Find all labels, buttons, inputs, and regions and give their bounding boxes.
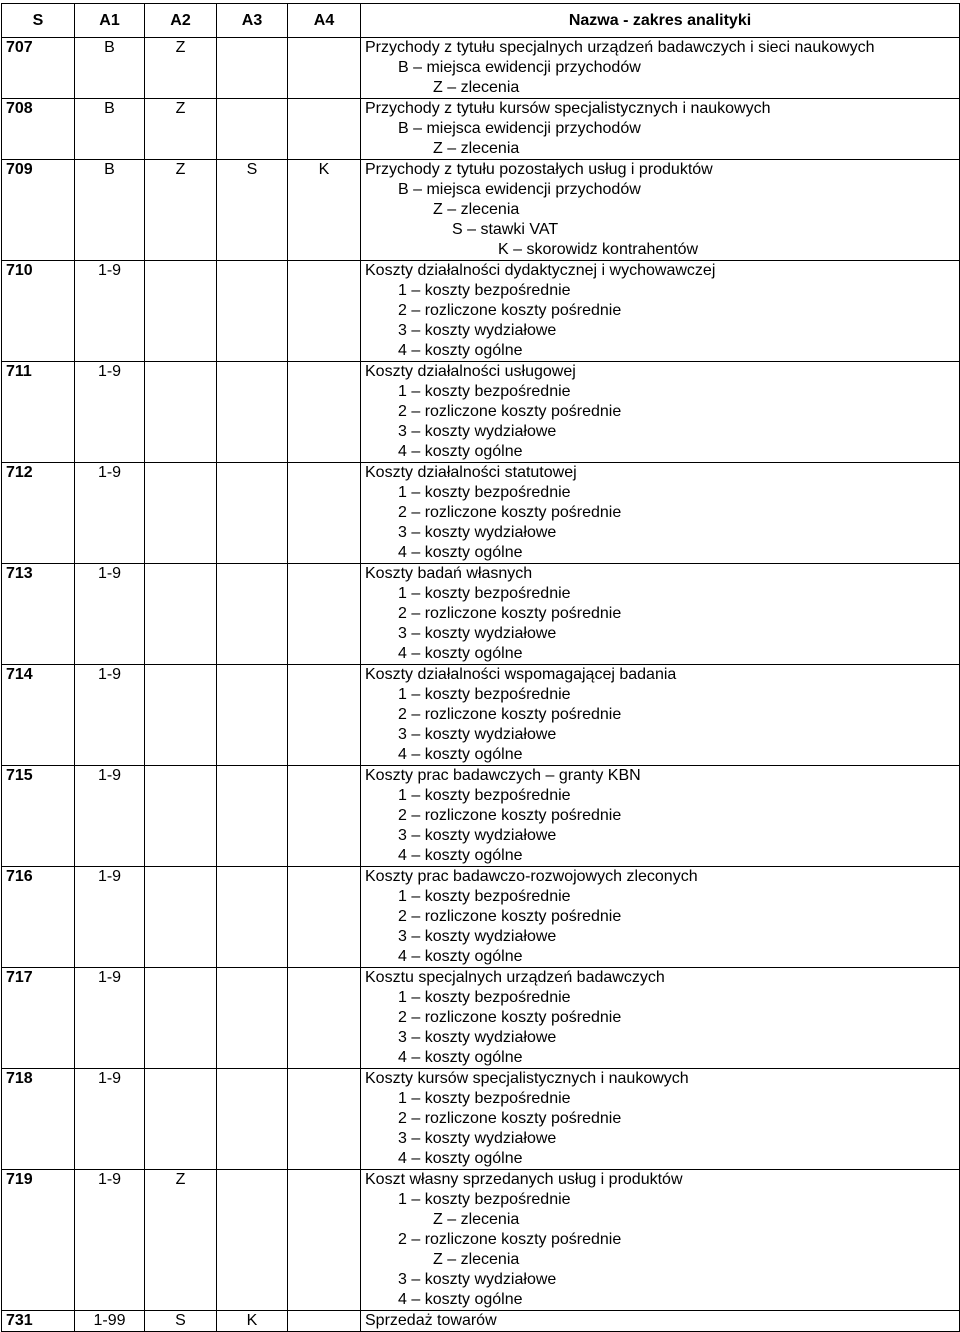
cell-s: 710 [2, 261, 75, 362]
cell-s: 708 [2, 99, 75, 160]
cell-a4 [288, 362, 361, 463]
table-row [2, 665, 960, 766]
cell-s: 731 [2, 1311, 75, 1332]
cell-name [361, 564, 960, 665]
cell-a4 [288, 463, 361, 564]
cell-a1: 1-9 [75, 564, 145, 665]
analytic-item: S – stawki VAT [452, 221, 559, 238]
analytic-item: Z – zlecenia [433, 1211, 520, 1228]
analytic-item: 1 – koszty bezpośrednie [398, 282, 571, 299]
table-row [2, 1311, 960, 1332]
cell-s: 707 [2, 38, 75, 99]
cell-s: 715 [2, 766, 75, 867]
cell-a4 [288, 766, 361, 867]
account-title: Przychody z tytułu kursów specjalistycznych i naukowych [365, 100, 771, 117]
analytic-item: 1 – koszty bezpośrednie [398, 1090, 571, 1107]
analytic-item: 1 – koszty bezpośrednie [398, 1191, 571, 1208]
cell-a2: Z [145, 160, 217, 261]
table-row [2, 362, 960, 463]
account-title: Koszt własny sprzedanych usług i produktów [365, 1171, 683, 1188]
table-row [2, 160, 960, 261]
cell-a3 [217, 867, 288, 968]
cell-name [361, 99, 960, 160]
analytic-item: 3 – koszty wydziałowe [398, 827, 557, 844]
account-title: Koszty działalności usługowej [365, 363, 576, 380]
account-title: Przychody z tytułu specjalnych urządzeń badawczych i sieci naukowych [365, 39, 875, 56]
cell-a4 [288, 99, 361, 160]
cell-a4 [288, 665, 361, 766]
cell-a3 [217, 665, 288, 766]
cell-s: 717 [2, 968, 75, 1069]
cell-a2 [145, 766, 217, 867]
cell-s: 714 [2, 665, 75, 766]
cell-s: 711 [2, 362, 75, 463]
table-row [2, 867, 960, 968]
analytic-item: 3 – koszty wydziałowe [398, 423, 557, 440]
header-s: S [2, 4, 75, 38]
account-title: Koszty prac badawczych – granty KBN [365, 767, 641, 784]
cell-a4 [288, 968, 361, 1069]
cell-s: 718 [2, 1069, 75, 1170]
analytic-item: 1 – koszty bezpośrednie [398, 989, 571, 1006]
table-row [2, 99, 960, 160]
cell-a2: Z [145, 99, 217, 160]
analytic-item: 2 – rozliczone koszty pośrednie [398, 504, 622, 521]
cell-a4 [288, 261, 361, 362]
analytic-item: Z – zlecenia [433, 140, 520, 157]
account-title: Przychody z tytułu pozostałych usług i produktów [365, 161, 713, 178]
analytic-item: 1 – koszty bezpośrednie [398, 484, 571, 501]
analytic-item: B – miejsca ewidencji przychodów [398, 59, 641, 76]
cell-name [361, 867, 960, 968]
analytic-item: 3 – koszty wydziałowe [398, 726, 557, 743]
account-title: Koszty działalności statutowej [365, 464, 577, 481]
cell-s: 716 [2, 867, 75, 968]
header-a4: A4 [288, 4, 361, 38]
cell-a3: K [217, 1311, 288, 1332]
analytic-item: 2 – rozliczone koszty pośrednie [398, 605, 622, 622]
cell-a1: 1-9 [75, 1069, 145, 1170]
cell-a4 [288, 564, 361, 665]
analytic-item: 4 – koszty ogólne [398, 1049, 523, 1066]
cell-a1: B [75, 160, 145, 261]
cell-a4 [288, 1311, 361, 1332]
cell-a2 [145, 867, 217, 968]
analytic-item: 2 – rozliczone koszty pośrednie [398, 1231, 622, 1248]
cell-a2 [145, 261, 217, 362]
analytic-item: 4 – koszty ogólne [398, 645, 523, 662]
cell-a1: 1-9 [75, 867, 145, 968]
cell-a2: Z [145, 1170, 217, 1311]
table-body [2, 38, 960, 1332]
analytic-item: 1 – koszty bezpośrednie [398, 787, 571, 804]
cell-name [361, 766, 960, 867]
analytic-item: 1 – koszty bezpośrednie [398, 686, 571, 703]
cell-a4 [288, 38, 361, 99]
cell-a3 [217, 99, 288, 160]
account-title: Koszty kursów specjalistycznych i naukowych [365, 1070, 689, 1087]
cell-a2: Z [145, 38, 217, 99]
analytic-item: 3 – koszty wydziałowe [398, 928, 557, 945]
cell-a1: B [75, 99, 145, 160]
cell-a3 [217, 968, 288, 1069]
cell-a1: B [75, 38, 145, 99]
cell-a1: 1-9 [75, 362, 145, 463]
cell-a4 [288, 1069, 361, 1170]
account-title: Kosztu specjalnych urządzeń badawczych [365, 969, 665, 986]
cell-name [361, 1069, 960, 1170]
cell-name [361, 38, 960, 99]
cell-a3 [217, 362, 288, 463]
cell-a1: 1-9 [75, 665, 145, 766]
cell-name [361, 1311, 960, 1332]
cell-a4 [288, 1170, 361, 1311]
table-row [2, 968, 960, 1069]
analytic-item: 4 – koszty ogólne [398, 948, 523, 965]
cell-a1: 1-9 [75, 261, 145, 362]
cell-name [361, 261, 960, 362]
analytic-item: 3 – koszty wydziałowe [398, 1130, 557, 1147]
analytic-item: 1 – koszty bezpośrednie [398, 383, 571, 400]
cell-name [361, 968, 960, 1069]
cell-a2 [145, 665, 217, 766]
cell-s: 712 [2, 463, 75, 564]
analytic-item: 3 – koszty wydziałowe [398, 1029, 557, 1046]
cell-a3 [217, 261, 288, 362]
cell-a2 [145, 564, 217, 665]
analytic-item: 2 – rozliczone koszty pośrednie [398, 1110, 622, 1127]
analytic-item: 2 – rozliczone koszty pośrednie [398, 1009, 622, 1026]
cell-a3 [217, 564, 288, 665]
cell-a3 [217, 1069, 288, 1170]
analytic-item: 2 – rozliczone koszty pośrednie [398, 807, 622, 824]
cell-s: 709 [2, 160, 75, 261]
analytic-item: Z – zlecenia [433, 79, 520, 96]
table-row [2, 463, 960, 564]
cell-a1: 1-99 [75, 1311, 145, 1332]
account-title: Koszty prac badawczo-rozwojowych zleconych [365, 868, 698, 885]
analytic-item: 1 – koszty bezpośrednie [398, 585, 571, 602]
cell-a4: K [288, 160, 361, 261]
cell-a2 [145, 362, 217, 463]
analytic-item: 3 – koszty wydziałowe [398, 322, 557, 339]
table-row [2, 766, 960, 867]
cell-name [361, 463, 960, 564]
header-a1: A1 [75, 4, 145, 38]
analytic-item: B – miejsca ewidencji przychodów [398, 120, 641, 137]
analytic-item: 2 – rozliczone koszty pośrednie [398, 403, 622, 420]
header-a2: A2 [145, 4, 217, 38]
cell-name [361, 665, 960, 766]
analytic-item: 4 – koszty ogólne [398, 544, 523, 561]
analytic-item: 4 – koszty ogólne [398, 1291, 523, 1308]
analytic-item: 1 – koszty bezpośrednie [398, 888, 571, 905]
header-name: Nazwa - zakres analityki [361, 4, 960, 38]
analytic-item: 4 – koszty ogólne [398, 342, 523, 359]
table-row [2, 261, 960, 362]
analytic-item: 2 – rozliczone koszty pośrednie [398, 706, 622, 723]
header-a3: A3 [217, 4, 288, 38]
analytic-item: 4 – koszty ogólne [398, 443, 523, 460]
cell-a4 [288, 867, 361, 968]
header-row [2, 4, 960, 38]
analytic-item: B – miejsca ewidencji przychodów [398, 181, 641, 198]
account-title: Koszty działalności dydaktycznej i wychowawczej [365, 262, 716, 279]
cell-name [361, 1170, 960, 1311]
analytic-item: 4 – koszty ogólne [398, 847, 523, 864]
cell-a3 [217, 38, 288, 99]
analytic-item: 3 – koszty wydziałowe [398, 625, 557, 642]
account-title: Koszty badań własnych [365, 565, 533, 582]
account-title: Koszty działalności wspomagającej badania [365, 666, 677, 683]
analytic-item: Z – zlecenia [433, 201, 520, 218]
analytic-item: 4 – koszty ogólne [398, 1150, 523, 1167]
cell-name [361, 160, 960, 261]
cell-a3 [217, 1170, 288, 1311]
table-row [2, 564, 960, 665]
account-title: Sprzedaż towarów [365, 1312, 497, 1329]
analytic-item: 4 – koszty ogólne [398, 746, 523, 763]
cell-a1: 1-9 [75, 1170, 145, 1311]
cell-name [361, 362, 960, 463]
cell-a1: 1-9 [75, 968, 145, 1069]
cell-a3 [217, 766, 288, 867]
cell-a1: 1-9 [75, 463, 145, 564]
table-header [2, 4, 960, 38]
analytic-item: 2 – rozliczone koszty pośrednie [398, 302, 622, 319]
table-row [2, 1069, 960, 1170]
table-row [2, 1170, 960, 1311]
cell-a3: S [217, 160, 288, 261]
cell-a3 [217, 463, 288, 564]
analytics-table [1, 3, 960, 1332]
cell-a2: S [145, 1311, 217, 1332]
cell-a2 [145, 968, 217, 1069]
analytic-item: 3 – koszty wydziałowe [398, 1271, 557, 1288]
analytic-item: K – skorowidz kontrahentów [498, 241, 699, 258]
cell-a2 [145, 463, 217, 564]
analytic-item: 2 – rozliczone koszty pośrednie [398, 908, 622, 925]
analytic-item: Z – zlecenia [433, 1251, 520, 1268]
analytic-item: 3 – koszty wydziałowe [398, 524, 557, 541]
cell-a2 [145, 1069, 217, 1170]
cell-s: 719 [2, 1170, 75, 1311]
cell-s: 713 [2, 564, 75, 665]
cell-a1: 1-9 [75, 766, 145, 867]
table-row [2, 38, 960, 99]
